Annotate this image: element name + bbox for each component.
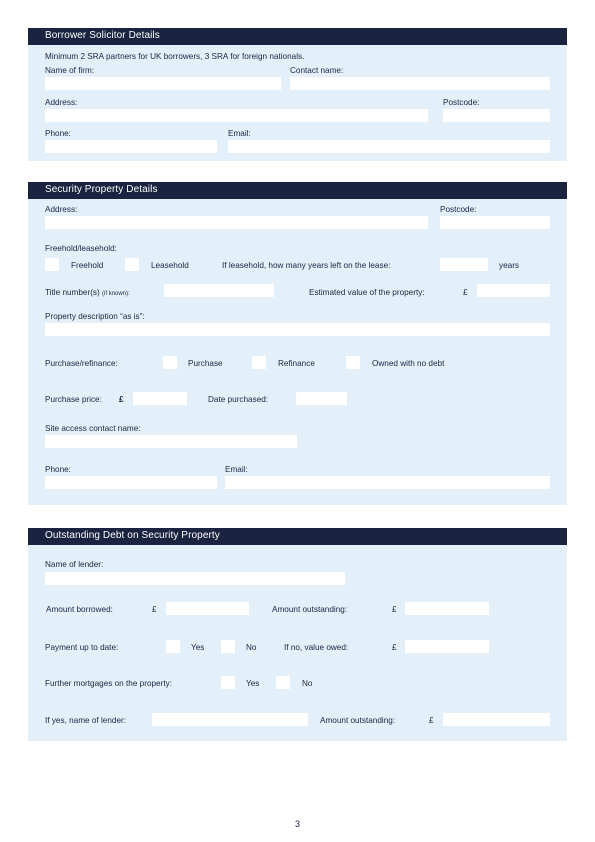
further-mortgages-label: Further mortgages on the property:	[45, 679, 172, 688]
sra-note: Minimum 2 SRA partners for UK borrowers, 3 SRA for foreign nationals.	[45, 52, 305, 61]
title-numbers-field[interactable]	[164, 284, 274, 297]
address-field[interactable]	[45, 216, 428, 229]
leasehold-label: Leasehold	[151, 261, 189, 270]
further-yes-checkbox[interactable]	[221, 676, 235, 689]
email-field[interactable]	[225, 476, 550, 489]
further-no-checkbox[interactable]	[276, 676, 290, 689]
phone-label: Phone:	[45, 129, 71, 138]
if-known-text: (if known):	[102, 291, 130, 297]
section-header	[28, 182, 567, 199]
postcode-field[interactable]	[443, 109, 550, 122]
yes-label: Yes	[246, 679, 260, 688]
address-label: Address:	[45, 98, 78, 107]
freehold-label: Freehold	[71, 261, 104, 270]
yes-label: Yes	[191, 643, 205, 652]
payment-no-checkbox[interactable]	[221, 640, 235, 653]
postcode-field[interactable]	[440, 216, 550, 229]
purchase-price-field[interactable]	[133, 392, 187, 405]
if-yes-lender-label: If yes, name of lender:	[45, 716, 127, 725]
currency-symbol: £	[152, 605, 157, 614]
title-numbers-text: Title number(s)	[45, 288, 100, 297]
no-label: No	[302, 679, 313, 688]
amount-borrowed-label: Amount borrowed:	[46, 605, 113, 614]
address-label: Address:	[45, 205, 78, 214]
borrower-solicitor-section	[28, 28, 567, 161]
value-owed-label: If no, value owed:	[284, 643, 349, 652]
payment-up-to-date-label: Payment up to date:	[45, 643, 119, 652]
no-label: No	[246, 643, 257, 652]
amount-borrowed-field[interactable]	[166, 602, 249, 615]
lease-years-field[interactable]	[440, 258, 488, 271]
owned-no-debt-label: Owned with no debt	[372, 359, 445, 368]
lease-years-label: If leasehold, how many years left on the lease:	[222, 261, 391, 270]
estimated-value-field[interactable]	[477, 284, 550, 297]
currency-symbol: £	[392, 605, 397, 614]
site-access-label: Site access contact name:	[45, 424, 141, 433]
email-field[interactable]	[228, 140, 550, 153]
property-description-field[interactable]	[45, 323, 550, 336]
estimated-value-label: Estimated value of the property:	[309, 288, 425, 297]
section-header	[28, 528, 567, 545]
property-description-label: Property description “as is”:	[45, 312, 145, 321]
owned-no-debt-checkbox[interactable]	[346, 356, 360, 369]
currency-symbol: £	[392, 643, 397, 652]
purchase-refinance-label: Purchase/refinance:	[45, 359, 118, 368]
postcode-label: Postcode:	[440, 205, 477, 214]
site-access-field[interactable]	[45, 435, 297, 448]
page-number: 3	[294, 819, 300, 829]
currency-symbol: £	[119, 395, 124, 404]
years-label: years	[499, 261, 520, 270]
date-purchased-field[interactable]	[296, 392, 347, 405]
purchase-price-label: Purchase price:	[45, 395, 102, 404]
email-label: Email:	[225, 465, 248, 474]
value-owed-field[interactable]	[405, 640, 489, 653]
amount-outstanding-field[interactable]	[405, 602, 489, 615]
amount-outstanding-2-field[interactable]	[443, 713, 550, 726]
postcode-label: Postcode:	[443, 98, 480, 107]
amount-outstanding-label: Amount outstanding:	[320, 716, 396, 725]
section-title: Security Property Details	[45, 184, 158, 195]
title-numbers-label	[45, 288, 130, 297]
leasehold-checkbox[interactable]	[125, 258, 139, 271]
outstanding-debt-section	[28, 528, 567, 741]
address-field[interactable]	[45, 109, 428, 122]
security-property-section	[28, 182, 567, 505]
purchase-label: Purchase	[188, 359, 223, 368]
contact-name-field[interactable]	[290, 77, 550, 90]
phone-field[interactable]	[45, 476, 217, 489]
section-title: Borrower Solicitor Details	[45, 30, 160, 41]
purchase-checkbox[interactable]	[163, 356, 177, 369]
amount-outstanding-label: Amount outstanding:	[272, 605, 348, 614]
phone-label: Phone:	[45, 465, 71, 474]
email-label: Email:	[228, 129, 251, 138]
freehold-checkbox[interactable]	[45, 258, 59, 271]
section-title: Outstanding Debt on Security Property	[45, 530, 220, 541]
refinance-label: Refinance	[278, 359, 315, 368]
name-of-lender-field[interactable]	[45, 572, 345, 585]
payment-yes-checkbox[interactable]	[166, 640, 180, 653]
name-of-firm-label: Name of firm:	[45, 66, 95, 75]
tenure-label: Freehold/leasehold:	[45, 244, 117, 253]
refinance-checkbox[interactable]	[252, 356, 266, 369]
if-yes-lender-field[interactable]	[152, 713, 308, 726]
currency-symbol: £	[429, 716, 434, 725]
section-header	[28, 28, 567, 45]
contact-name-label: Contact name:	[290, 66, 344, 75]
name-of-firm-field[interactable]	[45, 77, 281, 90]
name-of-lender-label: Name of lender:	[45, 560, 104, 569]
phone-field[interactable]	[45, 140, 217, 153]
date-purchased-label: Date purchased:	[208, 395, 269, 404]
currency-symbol: £	[463, 288, 468, 297]
